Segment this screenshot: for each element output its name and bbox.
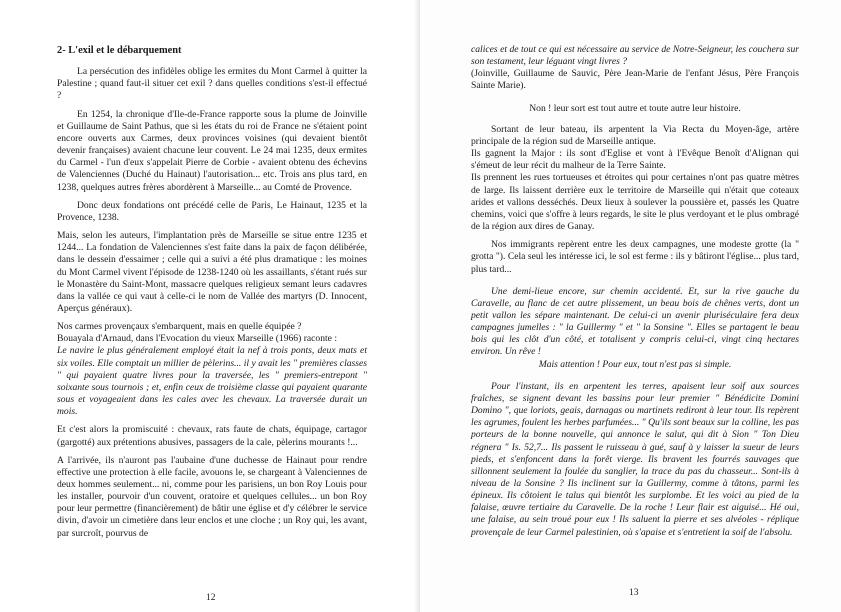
paragraph: Mais, selon les auteurs, l'implantation près de Marseille se situe entre 1235 et 1244... La fondation de Valenciennes s'est faite dans la paix de façon délibérée, dans le dessein d'essaimer ; celle qui a suivi a été plus dramatique : les moines du Mont Carmel vivent l'épisode de 1238-1240 où les assaillants, s'étant rués sur le Monastère du Saint-Mont, massacre quelques religieux semant leurs cadavres dans la vallée ce qui vaut à celle-ci le nom de Vallée des martyrs (D. Innocent, Aperçus généraux). xyxy=(57,230,367,314)
right-page-text xyxy=(471,44,799,545)
paragraph: Bouayala d'Arnaud, dans l'Evocation du vieux Marseille (1966) raconte : xyxy=(57,333,337,345)
page-number: 12 xyxy=(206,593,216,603)
paragraph: Mais attention ! Pour eux, tout n'est pas si simple. xyxy=(538,358,732,370)
page-number: 13 xyxy=(629,588,639,598)
citation: (Joinville, Guillaume de Sauvic, Père Jean-Marie de l'enfant Jésus, Père François Sainte Marie). xyxy=(471,68,799,92)
paragraph: Nos immigrants repèrent entre les deux campagnes, une modeste grotte (la " grotta "). Cela seul les intéresse ici, le sol est ferme : ils y bâtiront l'église... plus tard, plus tard... xyxy=(471,239,799,275)
paragraph: Donc deux fondations ont précédé celle de Paris, Le Hainaut, 1235 et la Provence, 1238. xyxy=(57,199,367,223)
right-page xyxy=(420,0,841,612)
quotation: Le navire le plus généralement employé était la nef à trois ponts, deux mats et six voiles. Elle comptait un millier de pèlerins... il y avait les " premières classes " qui payaient quatre livres pour la traversée, les " premiers-entrepont " soixante sous tournois ; et, enfin ceux de troisième classe qui payaient quarante sous et voyageaient dans les cales avec les chevaux. La traversée durait un mois. xyxy=(57,345,367,418)
left-page-text xyxy=(57,45,367,546)
paragraph: En 1254, la chronique d'Ile-de-France rapporte sous la plume de Joinville et Guillaume de Saint Pathus, que si les états du roi de France ne s'étaient point encore ouverts aux Carmes, deux provinces voisines (qui devaient bientôt devenir françaises) avaient chacune leur couvent. Le 24 mai 1235, deux ermites du Carmel - l'un d'eux s'appelait Pierre de Corbie - avaient obtenu des échevins de Valenciennes (Duché du Hainaut) l'autorisation... etc. Trois ans plus tard, en 1238, quelques autres frères abordèrent à Marseille... au Comté de Provence. xyxy=(57,108,367,193)
paragraph: Sortant de leur bateau, ils arpentent la Via Recta du Moyen-âge, artère principale de la région sud de Marseille antique. xyxy=(471,123,799,147)
section-heading: 2- L'exil et le débarquement xyxy=(57,45,182,56)
paragraph: calices et de tout ce qui est nécessaire au service de Notre-Seigneur, les couchera sur son testament, leur léguant vingt livres ? xyxy=(471,44,799,68)
paragraph: Ils prennent les rues tortueuses et étroites qui pour certaines n'ont pas quatre mètres de large. Ils laissent derrière eux le territoire de Marseille qui n'était que coteaux arides et vallons desséchés. Deux lieux à soulever la poussière et, passés les Quatre chemins, voici que s'offre à leurs regards, le site le plus verdoyant et le plus ombragé de la région aux dires de Ganay. xyxy=(471,172,799,233)
paragraph: Et c'est alors la promiscuité : chevaux, rats faute de chats, équipage, cartagor (gargotté) aux prétentions abusives, passagers de la cale, pèlerins mourants !... xyxy=(57,424,367,448)
paragraph: Une demi-lieue encore, sur chemin accidenté. Et, sur la rive gauche du Caravelle, au flanc de cet autre plissement, un beau bois de chênes verts, dont un petit vallon les sépare maintenant. De celui-ci un avenir pluriséculaire fera deux campagnes jumelles : " la Guillermy " et " la Sonsine ". Elles se partagent le beau bois qui les clôt d'un côté, et totalisent y compris celui-ci, vingt cinq hectares environ. Un rêve ! xyxy=(471,285,799,358)
paragraph: Nos carmes provençaux s'embarquent, mais en quelle équipée ? xyxy=(57,321,302,333)
paragraph: Ils gagnent la Major : ils sont d'Eglise et vont à l'Evêque Benoît d'Alignan qui s'émeut de leur récit du malheur de la Terre Sainte. xyxy=(471,148,799,172)
paragraph: Pour l'instant, ils en arpentent les terres, apaisent leur soif aux sources fraîches, se signent devant les bassins pour leur premier " Bénédicite Domini Domino ", que loriots, geais, darnagas ou martinets rediront à leur tour. Ils repèrent les agrumes, foulent les herbes parfumées... " Qu'ils sont beaux sur la colline, les pas porteurs de la bonne nouvelle, qui annonce le salut, qui dit à Sion " Ton Dieu régnera " Is. 52,7... Ils passent le ruisseau à gué, sauf à y laisser la sueur de leurs pieds, et s'enfoncent dans la forêt vierge. Ils bravent les fourrés sauvages que sillonnent seulement la foulée du sanglier, la trace du pas du chasseur... Sont-ils à niveau de la Sonsine ? Ils inclinent sur la Guillermy, comme à tâtons, parmi les épineux. Ils côtoient le talus qui bientôt les surplombe. Et les voici au pied de la falaise, œuvre tertiaire du Caravelle. De la roche ! Leur flair est aiguisé... Hé oui, une falaise, au sein troué pour eux ! Ils saluent la pierre et ses alvéoles - réplique provençale de leur Carmel palestinien, où s'apaise et s'entretient la soif de l'absolu. xyxy=(471,380,799,538)
paragraph: Non ! leur sort est tout autre et toute autre leur histoire. xyxy=(529,102,741,114)
paragraph: La persécution des infidèles oblige les ermites du Mont Carmel à quitter la Palestine ; quand faut-il situer cet exil ? dans quelles conditions s'est-il effectué ? xyxy=(57,66,367,102)
left-page xyxy=(0,0,420,612)
paragraph: A l'arrivée, ils n'auront pas l'aubaine d'une duchesse de Hainaut pour rendre effective une protection à elle facile, avouons le, se chargeant à Valenciennes de deux hommes seulement... ni, comme pour les parisiens, un bon Roy Louis pour les installer, pourvoir d'un couvent, oratoire et quelques cellules... un bon Roy pour leur permettre (financièrement) de bâtir une église et d'y célébrer le service divin, d'avoir un cimetière dans leur enclos et une cloche ; un Roy qui, les avant, par surcroît, pourvus de xyxy=(57,454,367,539)
